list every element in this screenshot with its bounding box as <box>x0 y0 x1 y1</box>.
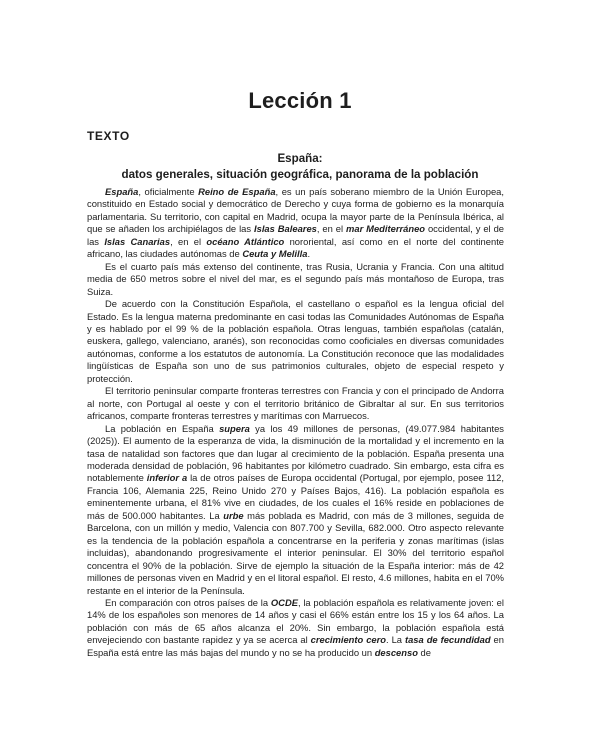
text-heading-line-2: datos generales, situación geográfica, panorama de la población <box>121 168 479 181</box>
key-term: Islas Baleares <box>254 223 317 235</box>
text-heading-line-1: España: <box>277 152 323 165</box>
paragraph-1: España, oficialmente Reino de España, es un país soberano miembro de la Unión Europea, constituido en Estado social y democrático de Derecho y cuya forma de gobierno es la monarquía parlamentaria. Su territorio, con capital en Madrid, ocupa la mayor parte de la Península Ibérica, al que se añaden los archipiélagos de las Islas Baleares, en el mar Mediterráneo occidental, y el de las Islas Canarias, en el océano Atlántico nororiental, así como en el norte del continente africano, las ciudades autónomas de Ceuta y Melilla. <box>87 186 505 260</box>
key-term: España <box>105 186 139 197</box>
key-term: mar Mediterráneo <box>346 223 426 235</box>
lesson-title: Lección 1 <box>248 88 352 113</box>
key-term: supera <box>219 422 250 434</box>
key-term: océano Atlántico <box>206 235 285 247</box>
body-text <box>87 186 504 659</box>
key-term: descenso <box>374 646 418 658</box>
key-term: OCDE <box>270 596 298 608</box>
key-term: Ceuta y Melilla <box>242 248 308 260</box>
section-label: TEXTO <box>87 129 130 143</box>
key-term: Reino de España <box>198 186 276 197</box>
text-heading <box>0 151 600 183</box>
paragraph-5: La población en España supera ya los 49 millones de personas, (49.077.984 habitantes (2025)). El aumento de la esperanza de vida, la disminución de la mortalidad y el incremento en la tasa de natalidad son factores que dan lugar al crecimiento de la población. España presenta una moderada densidad de población, 96 habitantes por kilómetro cuadrado. Sin embargo, esta cifra es notablemente inferior a la de otros países de Europa occidental (Portugal, por ejemplo, posee 112, Francia 106, Alemania 225, Reino Unido 270 y Países Bajos, 416). La población española es eminentemente urbana, el 81% vive en ciudades, de los cuales el 16% reside en poblaciones de más de 500.000 habitantes. La urbe más poblada es Madrid, con más de 3 millones, seguida de Barcelona, con un millón y medio, Valencia con 807.700 y Sevilla, 682.000. Otro aspecto relevante es la tendencia de la población española a concentrarse en la periferia y zonas marítimas (islas incluidas), abandonando progresivamente el interior peninsular. El 30% del territorio español concentra el 90% de la población. Sirve de ejemplo la situación de la España interior: más de 42 millones de personas viven en Madrid y en el litoral español. El resto, 4.6 millones, habita en el 70% restante en el interior de la Península. <box>87 422 504 596</box>
paragraph-3: De acuerdo con la Constitución Española, el castellano o español es la lengua oficial del Estado. Es la lengua materna predominante en casi todas las Comunidades Autónomas de España y es hablado por el 99 % de la población española. Otras lenguas, también españolas (catalán, euskera, gallego, valenciano, aranés), son reconocidas como cooficiales en diversas comunidades autónomas, conforme a los estatutos de autonomía. La Constitución reconoce que las modalidades lingüísticas de España son uno de sus patrimonios culturales, objeto de especial respeto y protección. <box>87 298 504 384</box>
paragraph-2: Es el cuarto país más extenso del continente, tras Rusia, Ucrania y Francia. Con una altitud media de 650 metros sobre el nivel del mar, es el segundo país más montañoso de Europa, tras Suiza. <box>87 260 504 297</box>
key-term: urbe <box>223 509 244 521</box>
key-term: Islas Canarias <box>104 235 171 247</box>
key-term: crecimiento cero <box>310 634 387 646</box>
key-term: inferior a <box>146 472 188 484</box>
paragraph-4: El territorio peninsular comparte fronteras terrestres con Francia y con el principado de Andorra al norte, con Portugal al oeste y con el territorio británico de Gibraltar al sur. En sus territorios africanos, comparte fronteras terrestres y marítimas con Marruecos. <box>87 385 504 422</box>
key-term: tasa de fecundidad <box>404 634 491 646</box>
paragraph-6: En comparación con otros países de la OCDE, la población española es relativamente joven: el 14% de los españoles son menores de 14 años y casi el 66% están entre los 15 y los 64 años. La población con más de 65 años alcanza el 20%. Sin embargo, la población española está envejeciendo con bastante rapidez y ya se acerca al crecimiento cero. La tasa de fecundidad en España está entre las más bajas del mundo y no se ha producido un descenso de <box>87 596 504 658</box>
